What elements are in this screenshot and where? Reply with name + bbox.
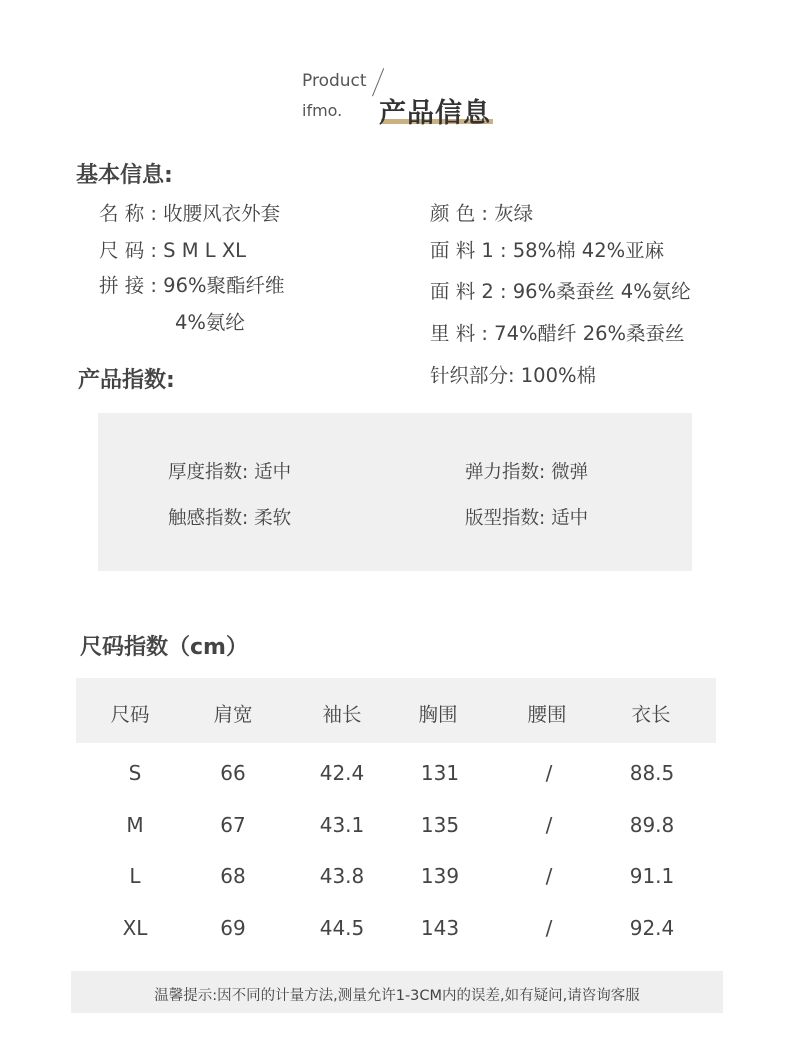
info-lining: 里 料 : 74%醋纤 26%桑蚕丝 (430, 322, 685, 345)
table-cell: 91.1 (629, 864, 675, 888)
info-splice-line2: 4%氨纶 (175, 311, 245, 334)
table-cell: 42.4 (319, 761, 365, 785)
table-cell: 139 (420, 864, 460, 888)
header-en-line2: ifmo. (302, 101, 343, 120)
index-box (98, 413, 692, 571)
table-cell: 43.1 (319, 813, 365, 837)
table-cell: 68 (220, 864, 246, 888)
table-header-cell: 胸围 (418, 703, 458, 726)
table-header-cell: 肩宽 (213, 703, 253, 726)
table-header-cell: 衣长 (631, 703, 671, 726)
table-cell: 92.4 (629, 916, 675, 940)
info-color: 颜 色 : 灰绿 (430, 202, 534, 225)
table-header-cell: 尺码 (110, 703, 150, 726)
table-cell: / (545, 813, 553, 837)
table-cell: XL (122, 916, 148, 940)
size-table-title: 尺码指数（cm） (80, 635, 248, 660)
table-cell: / (545, 761, 553, 785)
table-cell: S (128, 761, 142, 785)
info-size: 尺 码 : S M L XL (99, 239, 247, 262)
table-cell: 131 (420, 761, 460, 785)
page-title: 产品信息 (379, 98, 491, 129)
info-fabric1: 面 料 1 : 58%棉 42%亚麻 (430, 239, 665, 262)
footer-note: 温馨提示:因不同的计量方法,测量允许1-3CM内的误差,如有疑问,请咨询客服 (154, 988, 640, 1004)
table-cell: 89.8 (629, 813, 675, 837)
table-header-cell: 袖长 (322, 703, 362, 726)
table-cell: 69 (220, 916, 246, 940)
index-thickness: 厚度指数: 适中 (168, 462, 292, 483)
index-fit: 版型指数: 适中 (465, 508, 589, 529)
table-header-cell: 腰围 (527, 703, 567, 726)
table-cell: / (545, 864, 553, 888)
index-elasticity: 弹力指数: 微弹 (465, 462, 589, 483)
table-cell: 44.5 (319, 916, 365, 940)
info-knit: 针织部分: 100%棉 (430, 364, 597, 387)
info-name: 名 称 : 收腰风衣外套 (99, 202, 281, 225)
table-cell: M (126, 813, 144, 837)
table-cell: 43.8 (319, 864, 365, 888)
product-index-title: 产品指数: (78, 368, 175, 393)
basic-info-title: 基本信息: (76, 163, 173, 188)
info-fabric2: 面 料 2 : 96%桑蚕丝 4%氨纶 (430, 280, 691, 303)
index-touch: 触感指数: 柔软 (168, 508, 292, 529)
table-cell: 143 (420, 916, 460, 940)
table-cell: 135 (420, 813, 460, 837)
table-cell: / (545, 916, 553, 940)
info-splice: 拼 接 : 96%聚酯纤维 (99, 274, 285, 297)
header-en-line1: Product (302, 71, 367, 91)
table-cell: 88.5 (629, 761, 675, 785)
table-cell: 66 (220, 761, 246, 785)
table-cell: L (129, 864, 141, 888)
table-cell: 67 (220, 813, 246, 837)
